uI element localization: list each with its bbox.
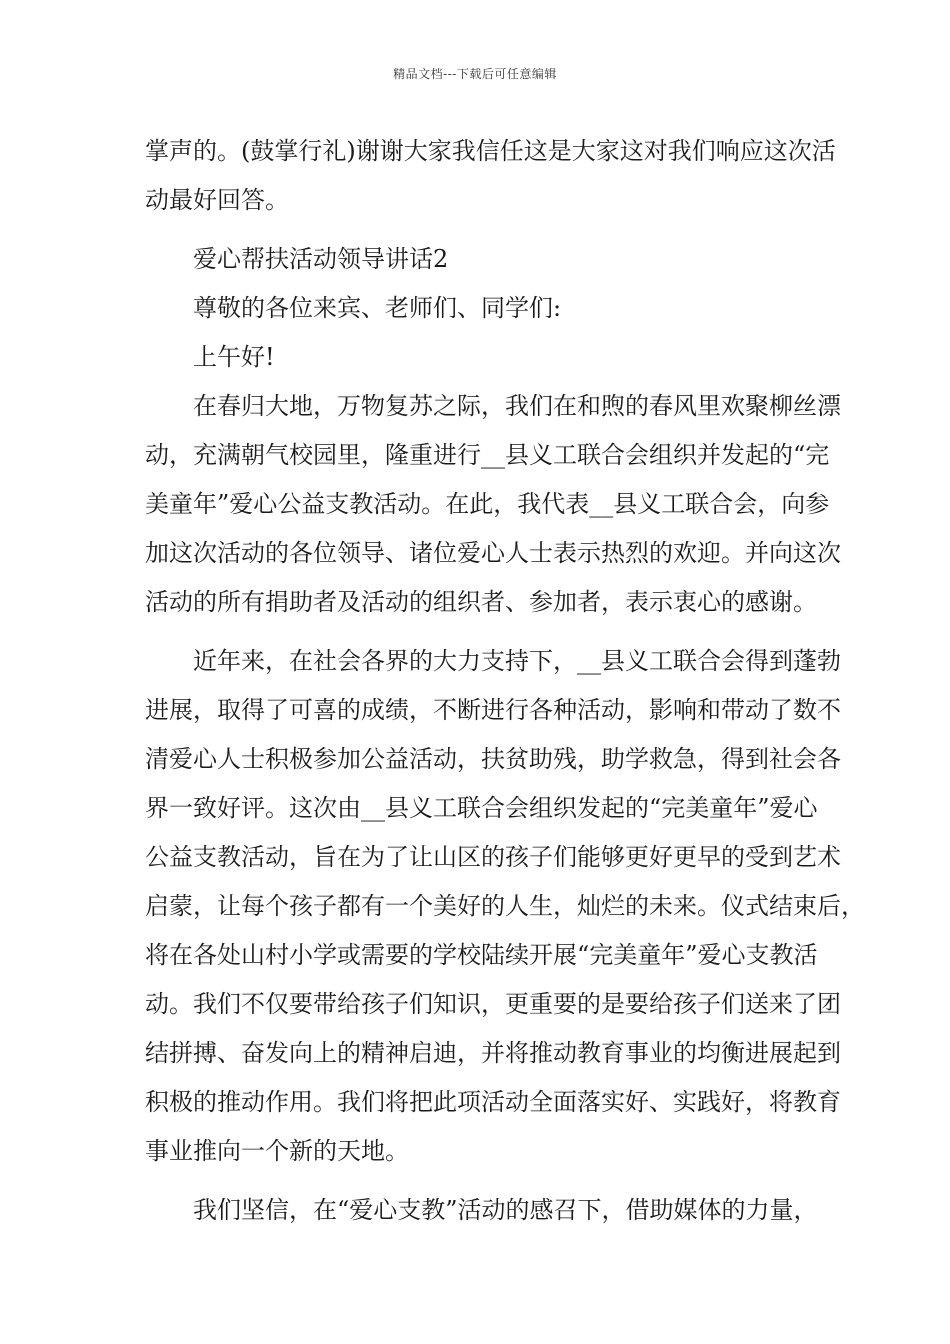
text-line: 启蒙，让每个孩子都有一个美好的人生，灿烂的未来。仪式结束后， (145, 892, 865, 920)
text-line: 公益支教活动，旨在为了让山区的孩子们能够更好更早的受到艺术 (145, 843, 841, 871)
text-line: 尊敬的各位来宾、老师们、同学们: (193, 294, 562, 322)
text-line: 动最好回答。 (145, 186, 289, 214)
text-line: 将在各处山村小学或需要的学校陆续开展“完美童年”爱心支教活 (145, 941, 818, 969)
document-body (145, 129, 865, 1237)
text-line: 近年来，在社会各界的大力支持下，__县义工联合会得到蓬勃 (193, 647, 841, 675)
text-line: 掌声的。(鼓掌行礼)谢谢大家我信任这是大家这对我们响应这次活 (145, 137, 836, 165)
text-line: 我们坚信，在“爱心支教”活动的感召下，借助媒体的力量， (193, 1196, 818, 1224)
paragraph-gap (145, 1178, 807, 1188)
text-line: 事业推向一个新的天地。 (145, 1137, 409, 1165)
text-line: 积极的推动作用。我们将把此项活动全面落实好、实践好，将教育 (145, 1088, 841, 1116)
text-line: 美童年”爱心公益支教活动。在此，我代表__县义工联合会，向参 (145, 490, 830, 518)
paragraph-gap (145, 629, 807, 639)
text-line: 加这次活动的各位领导、诸位爱心人士表示热烈的欢迎。并向这次 (145, 539, 841, 567)
text-line: 动，充满朝气校园里，隆重进行__县义工联合会组织并发起的“完 (145, 441, 830, 469)
text-line: 在春归大地，万物复苏之际，我们在和煦的春风里欢聚柳丝漂 (193, 392, 841, 420)
text-line: 结拼搏、奋发向上的精神启迪，并将推动教育事业的均衡进展起到 (145, 1039, 841, 1067)
page-header: 精品文档---下载后可任意编辑 (393, 67, 557, 81)
paragraph-gap (145, 227, 807, 237)
text-line: 活动的所有捐助者及活动的组织者、参加者，表示衷心的感谢。 (145, 588, 817, 616)
text-line: 界一致好评。这次由__县义工联合会组织发起的“完美童年”爱心 (145, 794, 818, 822)
text-line: 动。我们不仅要带给孩子们知识，更重要的是要给孩子们送来了团 (145, 990, 841, 1018)
text-line: 爱心帮扶活动领导讲话2 (193, 245, 449, 273)
text-line: 上午好! (193, 343, 275, 371)
text-line: 清爱心人士积极参加公益活动，扶贫助残，助学救急，得到社会各 (145, 745, 841, 773)
text-line: 进展，取得了可喜的成绩，不断进行各种活动，影响和带动了数不 (145, 696, 841, 724)
